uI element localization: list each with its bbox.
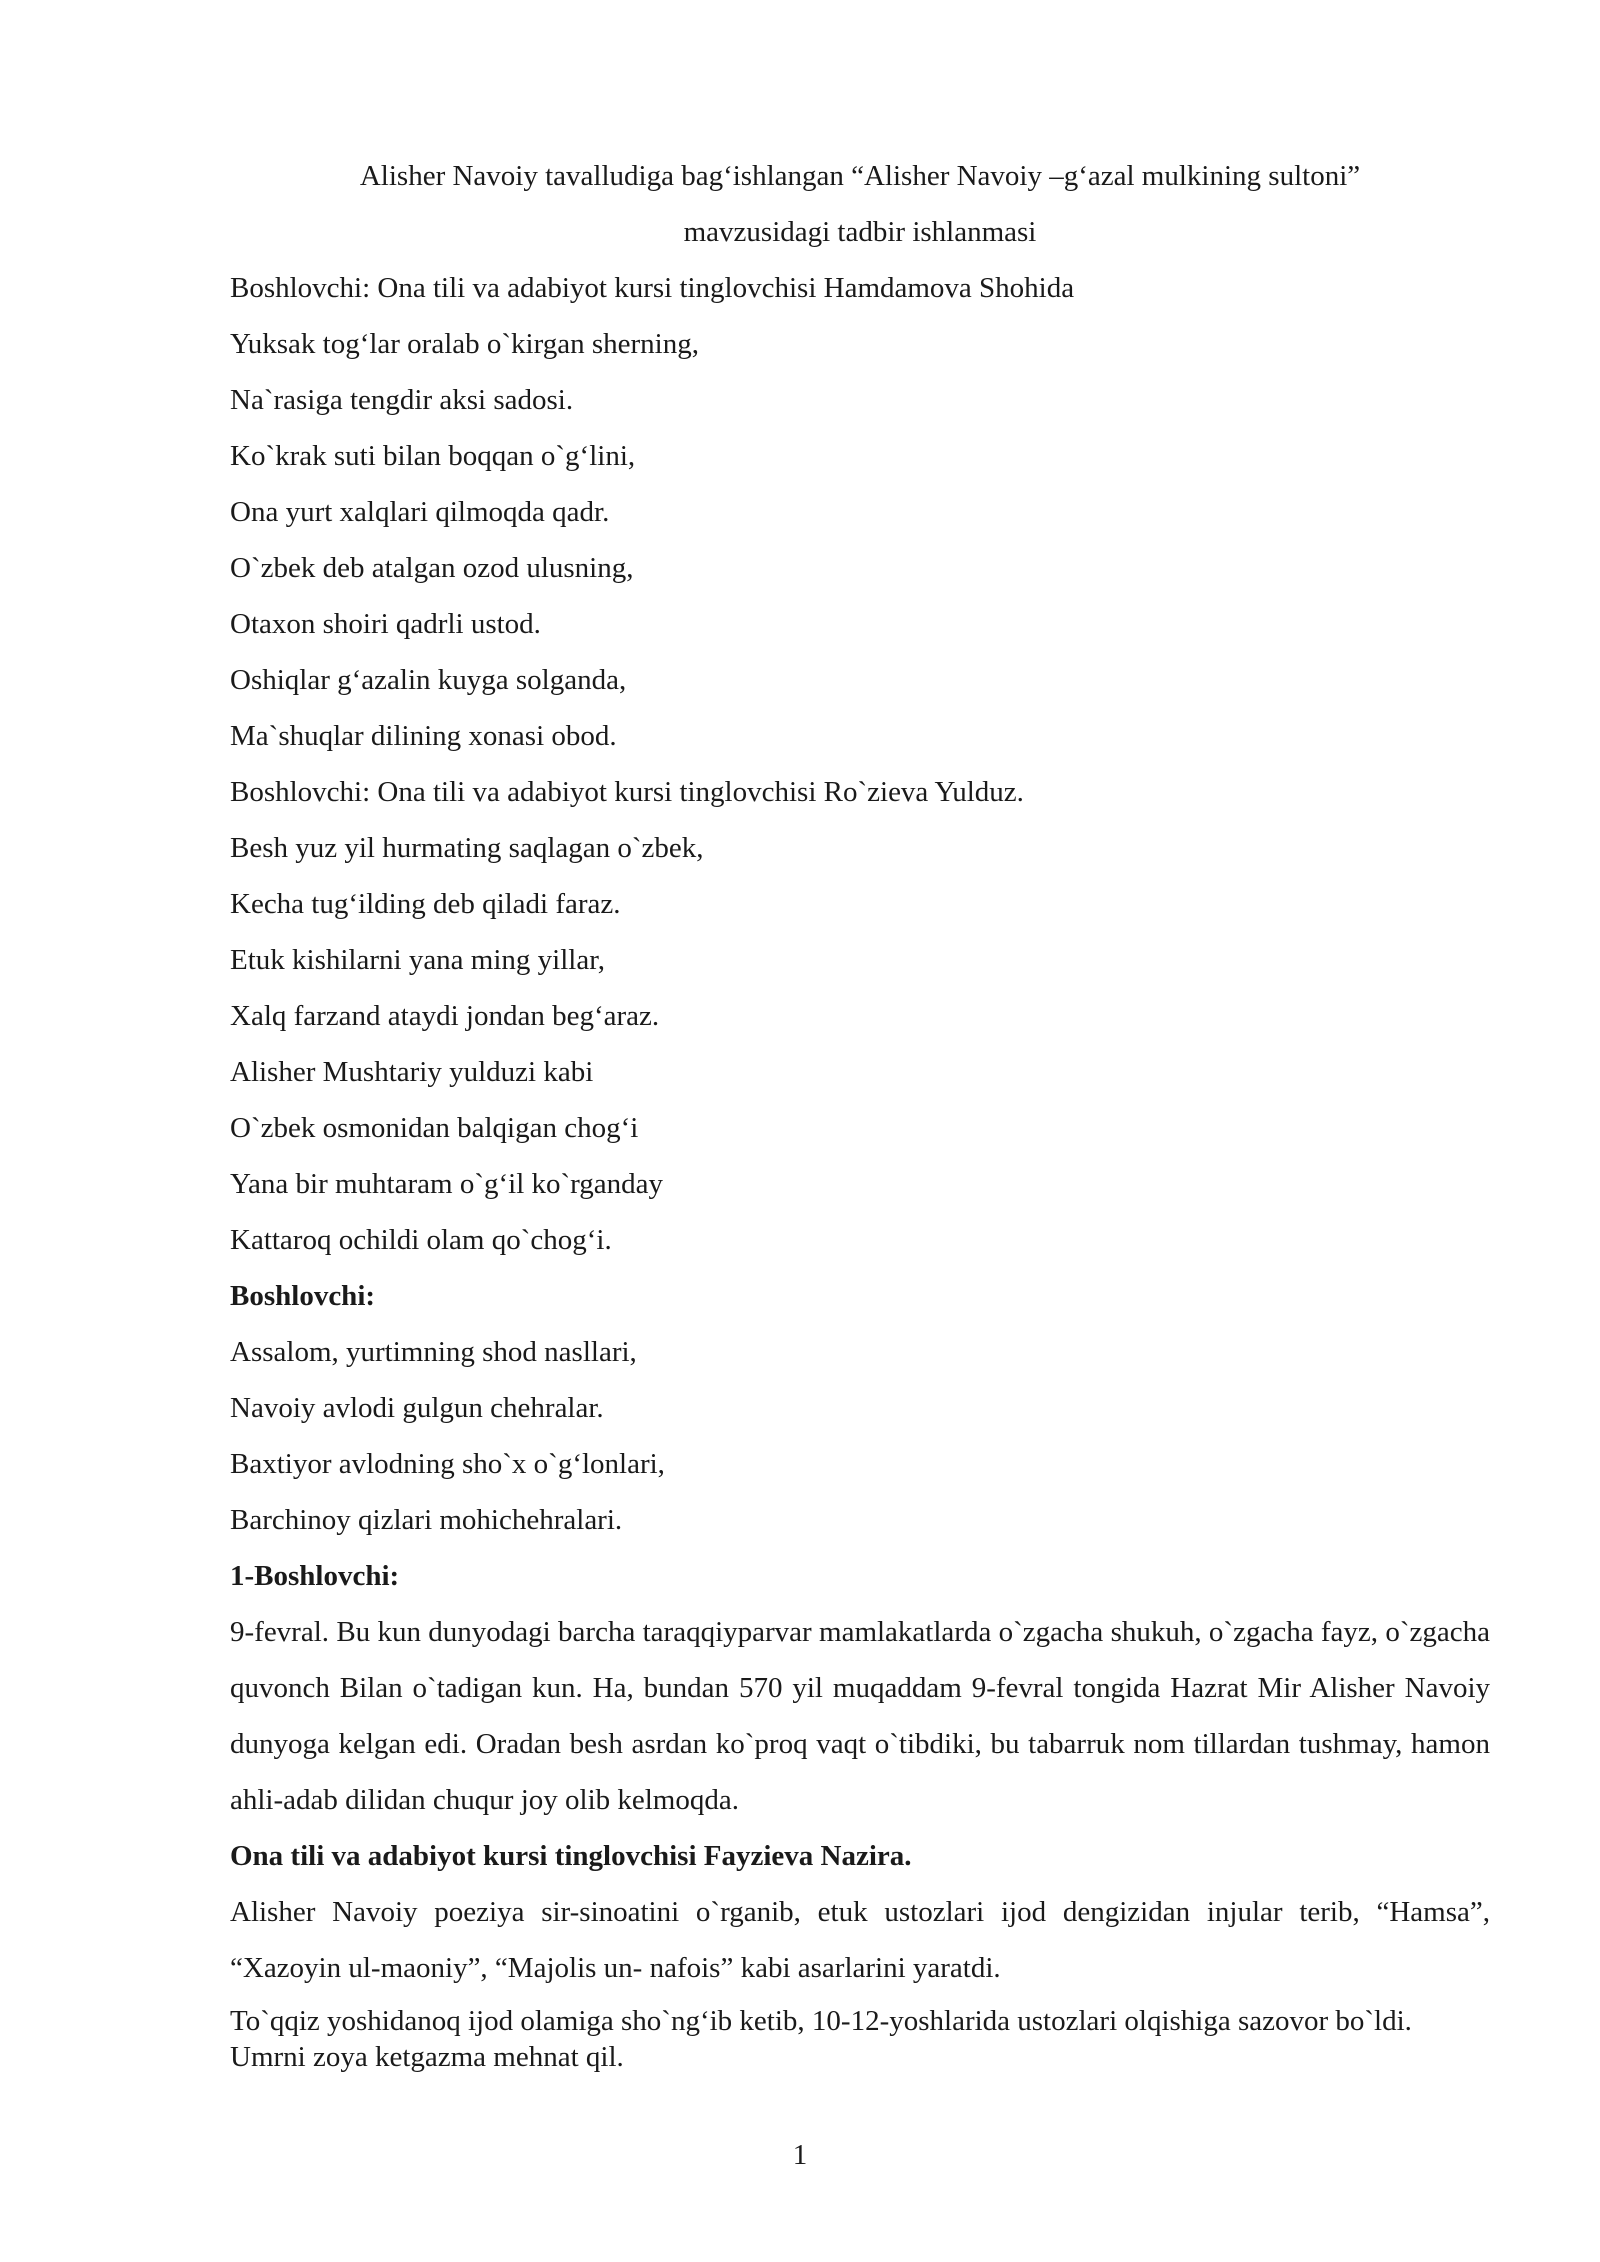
document-title-line-2: mavzusidagi tadbir ishlanmasi (683, 216, 1037, 248)
poem-line: Etuk kishilarni yana ming yillar, (230, 944, 605, 976)
poem-line: Yana bir muhtaram o`g‘il ko`rganday (230, 1168, 664, 1200)
section-heading: Boshlovchi: (230, 1280, 376, 1312)
body-paragraph: 9-fevral. Bu kun dunyodagi barcha taraqqiyparvar mamlakatlarda o`zgacha shukuh, o`zgacha fayz, o`zgacha quvonch Bilan o`tadigan kun. Ha, bundan 570 yil muqaddam 9-fevral tongida Hazrat Mir Alisher Navoiy dunyoga kelgan edi. Oradan besh asrdan ko`proq vaqt o`tibdiki, bu tabarruk nom tillardan tushmay, hamon ahli-adab dilidan chuqur joy olib kelmoqda. (230, 1616, 1490, 1816)
poem-line: Oshiqlar g‘azalin kuyga solganda, (230, 664, 627, 696)
poem-line: Xalq farzand ataydi jondan beg‘araz. (230, 1000, 660, 1032)
greeting-line: Baxtiyor avlodning sho`x o`g‘lonlari, (230, 1448, 665, 1480)
greeting-line: Assalom, yurtimning shod nasllari, (230, 1336, 637, 1368)
poem-line: Kattaroq ochildi olam qo`chog‘i. (230, 1224, 612, 1256)
page-number: 1 (792, 2139, 808, 2171)
document-body (230, 148, 1490, 2077)
poem-line: Ma`shuqlar dilining xonasi obod. (230, 720, 617, 752)
greeting-line: Barchinoy qizlari mohichehralari. (230, 1504, 623, 1536)
poem-line: O`zbek osmonidan balqigan chog‘i (230, 1112, 639, 1144)
presenter-line: Boshlovchi: Ona tili va adabiyot kursi tinglovchisi Ro`zieva Yulduz. (230, 776, 1024, 808)
poem-line: O`zbek deb atalgan ozod ulusning, (230, 552, 634, 584)
poem-line: Otaxon shoiri qadrli ustod. (230, 608, 541, 640)
poem-line: Kecha tug‘ilding deb qiladi faraz. (230, 888, 621, 920)
section-heading: Ona tili va adabiyot kursi tinglovchisi Fayzieva Nazira. (230, 1840, 912, 1872)
section-heading: 1-Boshlovchi: (230, 1560, 400, 1592)
greeting-line: Navoiy avlodi gulgun chehralar. (230, 1392, 604, 1424)
body-paragraph: To`qqiz yoshidanoq ijod olamiga sho`ng‘ib ketib, 10-12-yoshlarida ustozlari olqishiga sazovor bo`ldi. (230, 2005, 1412, 2037)
poem-line: Ko`krak suti bilan boqqan o`g‘lini, (230, 440, 636, 472)
document-title-line-1: Alisher Navoiy tavalludiga bag‘ishlangan “Alisher Navoiy –g‘azal mulkining sultoni” (359, 160, 1361, 192)
poem-line: Besh yuz yil hurmating saqlagan o`zbek, (230, 832, 704, 864)
poem-line: Na`rasiga tengdir aksi sadosi. (230, 384, 574, 416)
body-line: Umrni zoya ketgazma mehnat qil. (230, 2041, 624, 2073)
poem-line: Yuksak tog‘lar oralab o`kirgan sherning, (230, 328, 699, 360)
poem-line: Alisher Mushtariy yulduzi kabi (230, 1056, 594, 1088)
poem-line: Ona yurt xalqlari qilmoqda qadr. (230, 496, 610, 528)
body-paragraph: Alisher Navoiy poeziya sir-sinoatini o`rganib, etuk ustozlari ijod dengizidan injular terib, “Hamsa”, “Xazoyin ul-maoniy”, “Majolis un- nafois” kabi asarlarini yaratdi. (230, 1896, 1490, 1984)
presenter-line: Boshlovchi: Ona tili va adabiyot kursi tinglovchisi Hamdamova Shohida (230, 272, 1075, 304)
